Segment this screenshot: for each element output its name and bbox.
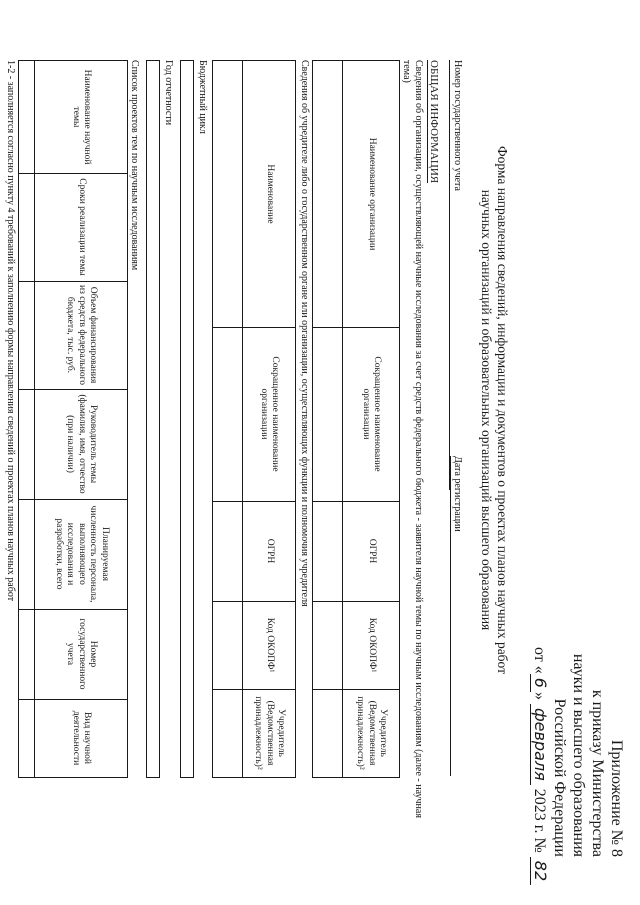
projects-table-divider	[19, 173, 127, 174]
org-col-ogrn: ОГРН	[366, 538, 377, 564]
handwritten-month: февраля	[530, 704, 550, 785]
projects-col-state-number: Номер государственного учета	[65, 618, 99, 690]
footnote: 1-2 - заполняется согласно пункту 4 требований к заполнению формы направления сведений о проектах планов научных работ	[5, 60, 16, 602]
general-info-heading: ОБЩАЯ ИНФОРМАЦИЯ	[428, 60, 440, 184]
state-number-label: Номер государственного учета	[452, 60, 463, 191]
founder-table-row-divider	[242, 61, 243, 777]
appendix-date-line: от «6» февраля 2023 г. № 82	[530, 647, 550, 857]
handwritten-day: 6	[530, 674, 550, 692]
report-year-field	[146, 60, 160, 778]
org-col-okopf: Код ОКОПФ¹	[366, 617, 377, 673]
handwritten-order-number: 82	[530, 857, 550, 885]
projects-table-row-divider	[34, 61, 35, 777]
founder-col-okopf: Код ОКОПФ¹	[264, 617, 275, 673]
appendix-line-3: науки и высшего образования	[570, 653, 587, 857]
projects-table-divider	[19, 389, 127, 390]
appendix-line-2: к приказу Министерства	[589, 689, 606, 857]
appendix-header	[530, 647, 626, 882]
founder-intro-text: Сведения об учредителе либо о государственном органе или организации, осуществляющих функции и полномочия учредителя	[299, 60, 310, 607]
org-intro-text-2: тема)	[401, 60, 412, 83]
founder-table	[212, 60, 296, 778]
projects-col-topic-name: Наименование научной темы	[71, 69, 93, 165]
founder-col-short-name: Сокращенное наименование организации	[259, 356, 281, 472]
budget-cycle-field	[180, 60, 194, 778]
org-col-short-name: Сокращенное наименование организации	[361, 356, 383, 472]
projects-table-divider	[19, 699, 127, 700]
projects-table-divider	[19, 609, 127, 610]
founder-table-divider	[213, 327, 295, 328]
appendix-line-4: Российской Федерации	[551, 698, 568, 857]
appendix-line-1: Приложение № 8	[608, 739, 625, 857]
projects-col-staff: Планируемая численность персонала, выполняющего исследования и разработки, всего	[53, 505, 110, 603]
projects-col-timeline: Сроки реализации темы	[76, 178, 87, 276]
projects-col-head: Руководитель темы (фамилия, имя, отчество (при наличии)	[65, 394, 99, 494]
registration-date-label: Дата регистрации	[450, 456, 463, 776]
founder-table-divider	[213, 689, 295, 690]
projects-col-funding: Объем финансирования из средств федерального бюджета, тыс. руб.	[65, 285, 99, 385]
org-intro-text: Сведения об организации, осуществляющей научные исследования за счет средств федерального бюджета - заявителя научной темы по научным исследованиям (далее - научная	[413, 60, 424, 818]
founder-col-founder: Учредитель (Ведомственная принадлежность)²	[253, 696, 287, 770]
form-title	[478, 110, 510, 710]
founder-table-divider	[213, 501, 295, 502]
form-title-line-2: научных организаций и образовательных организаций высшего образования	[479, 189, 494, 631]
report-year-label: Год отчетности	[163, 60, 174, 126]
org-col-founder: Учредитель (Ведомственная принадлежность)²	[355, 696, 389, 770]
founder-col-ogrn: ОГРН	[264, 538, 275, 564]
org-col-name: Наименование организации	[366, 137, 377, 251]
projects-table-divider	[19, 499, 127, 500]
budget-cycle-label: Бюджетный цикл	[197, 60, 208, 134]
projects-list-label: Список проектов тем по научным исследованиям	[129, 60, 140, 271]
projects-col-activity-type: Вид научной деятельности	[71, 710, 93, 766]
org-table-divider	[313, 601, 399, 602]
founder-col-name: Наименование	[264, 164, 275, 224]
founder-table-divider	[213, 601, 295, 602]
org-table-divider	[313, 501, 399, 502]
state-number-line	[449, 60, 450, 490]
org-table-divider	[313, 327, 399, 328]
organization-table	[312, 60, 400, 778]
org-table-divider	[313, 689, 399, 690]
org-table-row-divider	[342, 61, 343, 777]
projects-table-divider	[19, 281, 127, 282]
form-title-line-1: Форма направления сведений, информации и документов о проектах планов научных работ	[495, 145, 510, 675]
projects-table	[18, 60, 128, 778]
